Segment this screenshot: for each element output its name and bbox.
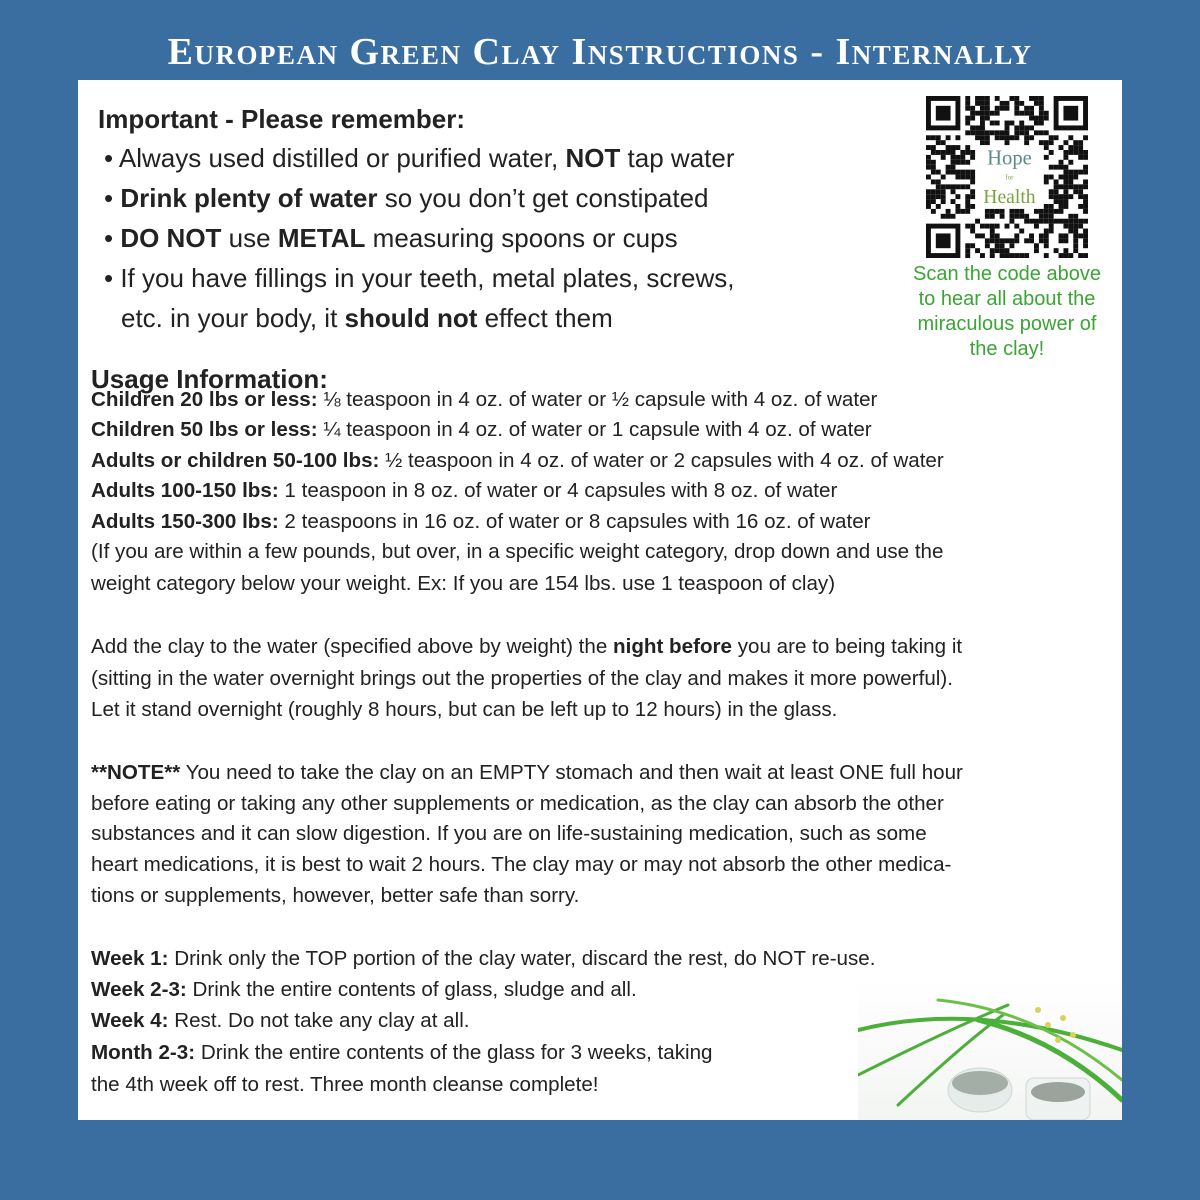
bullet-line — [104, 225, 678, 251]
text: ¼ teaspoon in 4 oz. of water or 1 capsule with 4 oz. of water — [317, 418, 872, 441]
text-line — [91, 700, 837, 721]
text-line — [91, 637, 962, 658]
important-heading: Important - Please remember: — [98, 104, 466, 134]
text: • Always used distilled or purified water, — [104, 143, 566, 173]
text: you are to being taking it — [732, 635, 963, 658]
text-line — [91, 574, 835, 595]
page-title: European Green Clay Instructions - Internally — [167, 31, 1033, 73]
text: ½ teaspoon in 4 oz. of water or 2 capsules with 4 oz. of water — [379, 449, 944, 472]
text-line — [91, 1075, 599, 1096]
svg-text:Hope: Hope — [987, 147, 1032, 170]
bold-text: night before — [613, 635, 732, 658]
text-line — [91, 949, 875, 970]
text: substances and it can slow digestion. If you are on life-sustaining medication, such as some — [91, 822, 927, 845]
bullet-line — [104, 145, 735, 171]
bold-text: Drink plenty of water — [120, 183, 378, 213]
text: weight category below your weight. Ex: If you are 154 lbs. use 1 teaspoon of clay) — [91, 572, 836, 595]
text-line — [91, 1011, 470, 1032]
text: 2 teaspoons in 16 oz. of water or 8 capsules with 16 oz. of water — [278, 510, 871, 533]
bold-text: NOT — [565, 143, 621, 173]
text-line — [91, 390, 877, 411]
bullet-line — [121, 305, 613, 331]
text: ⅛ teaspoon in 4 oz. of water or ½ capsule with 4 oz. of water — [317, 388, 878, 411]
text: (sitting in the water overnight brings out the properties of the clay and makes it more powerful). — [91, 667, 953, 690]
bold-text: Adults or children 50-100 lbs: — [91, 449, 380, 472]
text-line — [91, 481, 837, 502]
bullet-line — [104, 265, 735, 291]
bold-text: METAL — [277, 223, 366, 253]
text: Add the clay to the water (specified above by weight) the — [91, 635, 614, 658]
hope-for-health-logo — [983, 148, 1035, 208]
qr-caption-line: miraculous power of — [917, 313, 1097, 335]
text-line — [91, 669, 953, 690]
text: You need to take the clay on an EMPTY stomach and then wait at least ONE full hour — [180, 761, 963, 784]
text: tap water — [620, 143, 735, 173]
qr-code[interactable] — [924, 96, 1090, 258]
text: Drink the entire contents of glass, sludge and all. — [186, 978, 637, 1001]
text-line — [91, 886, 579, 907]
content-panel — [78, 80, 1122, 1120]
text-line — [91, 542, 943, 563]
text-line — [91, 980, 637, 1001]
bold-text: Children 50 lbs or less: — [91, 418, 318, 441]
usage-heading: Usage Information: — [91, 364, 328, 394]
qr-caption-line: Scan the code above — [913, 263, 1101, 285]
text: before eating or taking any other supplements or medication, as the clay can absorb the other — [91, 792, 944, 815]
text-line — [91, 855, 951, 876]
text: tions or supplements, however, better safe than sorry. — [91, 884, 580, 907]
bold-text: Month 2-3: — [91, 1041, 196, 1064]
text: (If you are within a few pounds, but over, in a specific weight category, drop down and use the — [91, 540, 944, 563]
text: the 4th week off to rest. Three month cleanse complete! — [91, 1073, 599, 1096]
text: measuring spoons or cups — [365, 223, 678, 253]
text: so you don’t get constipated — [377, 183, 709, 213]
bold-text: DO NOT — [120, 223, 222, 253]
text-line — [91, 763, 963, 784]
text: Rest. Do not take any clay at all. — [168, 1009, 470, 1032]
text: use — [221, 223, 278, 253]
text: Drink only the TOP portion of the clay water, discard the rest, do NOT re-use. — [168, 947, 876, 970]
bold-text: should not — [344, 303, 478, 333]
qr-caption — [896, 262, 1118, 362]
qr-caption-line: the clay! — [969, 338, 1045, 360]
text: etc. in your body, it — [121, 303, 345, 333]
text: effect them — [477, 303, 613, 333]
qr-caption-line: to hear all about the — [918, 288, 1096, 310]
bold-text: Week 2-3: — [91, 978, 187, 1001]
clay-grass-photo — [858, 980, 1122, 1120]
text: 1 teaspoon in 8 oz. of water or 4 capsules with 8 oz. of water — [278, 479, 838, 502]
svg-text:Health: Health — [983, 187, 1036, 209]
text: Drink the entire contents of the glass for 3 weeks, taking — [195, 1041, 713, 1064]
text: • — [104, 223, 121, 253]
text-line — [91, 512, 871, 533]
svg-text:for: for — [1005, 174, 1014, 182]
text-line — [91, 420, 872, 441]
text: • — [104, 183, 121, 213]
text-line — [91, 824, 927, 845]
bold-text: **NOTE** — [91, 761, 181, 784]
bold-text: Adults 150-300 lbs: — [91, 510, 279, 533]
text: • If you have fillings in your teeth, metal plates, screws, — [104, 263, 735, 293]
text-line — [91, 451, 944, 472]
bullet-line — [104, 185, 709, 211]
bold-text: Children 20 lbs or less: — [91, 388, 318, 411]
text-line — [91, 794, 944, 815]
bold-text: Week 1: — [91, 947, 169, 970]
text-line — [91, 1043, 713, 1064]
text: heart medications, it is best to wait 2 hours. The clay may or may not absorb the other medica- — [91, 853, 952, 876]
bold-text: Week 4: — [91, 1009, 169, 1032]
bold-text: Adults 100-150 lbs: — [91, 479, 279, 502]
text: Let it stand overnight (roughly 8 hours, but can be left up to 12 hours) in the glass. — [91, 698, 838, 721]
